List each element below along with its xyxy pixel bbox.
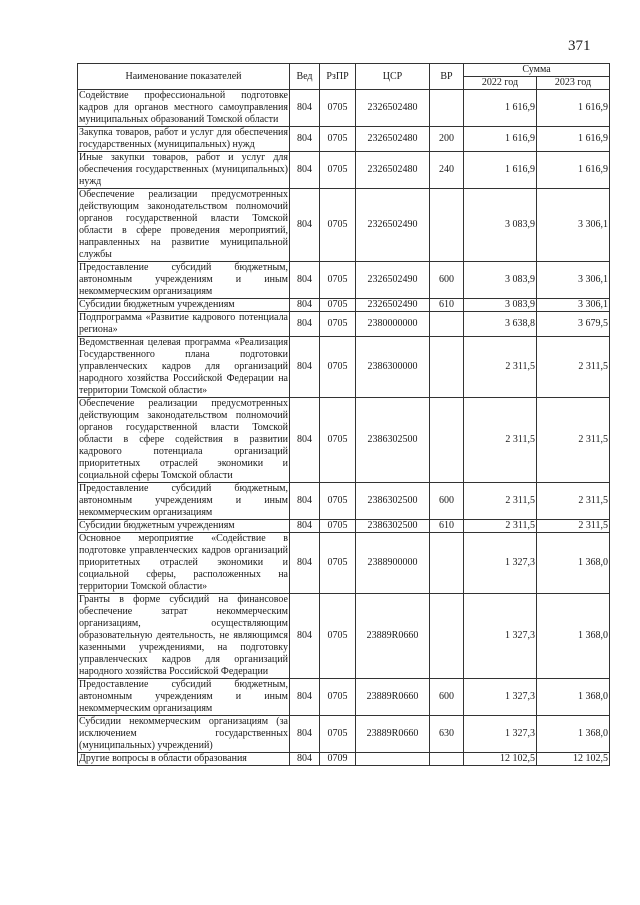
row-rzpr-cell: 0705 — [320, 483, 356, 520]
table-row — [78, 299, 610, 312]
table-row — [78, 152, 610, 189]
row-rzpr-cell: 0709 — [320, 753, 356, 766]
row-sum-2023-cell: 3 306,1 — [537, 299, 610, 312]
row-ved-cell: 804 — [290, 127, 320, 152]
row-rzpr-cell: 0705 — [320, 152, 356, 189]
row-rzpr-cell: 0705 — [320, 90, 356, 127]
row-ved-cell: 804 — [290, 312, 320, 337]
table-row — [78, 262, 610, 299]
row-csr-cell — [356, 753, 430, 766]
row-csr-cell: 2326502490 — [356, 262, 430, 299]
row-sum-2022-cell: 3 638,8 — [464, 312, 537, 337]
row-csr-cell: 2326502480 — [356, 127, 430, 152]
row-vr-cell: 200 — [430, 127, 464, 152]
row-name-cell: Подпрограмма «Развитие кадрового потенциала региона» — [79, 312, 288, 335]
table-row — [78, 716, 610, 753]
row-csr-cell: 23889R0660 — [356, 679, 430, 716]
row-ved-cell: 804 — [290, 753, 320, 766]
row-rzpr-cell: 0705 — [320, 533, 356, 594]
row-csr-cell: 2386302500 — [356, 398, 430, 483]
row-vr-cell: 600 — [430, 262, 464, 299]
row-sum-2022-cell: 3 083,9 — [464, 262, 537, 299]
row-vr-cell: 610 — [430, 520, 464, 533]
row-vr-cell: 600 — [430, 679, 464, 716]
table-row — [78, 127, 610, 152]
row-vr-cell: 240 — [430, 152, 464, 189]
row-sum-2022-cell: 1 616,9 — [464, 127, 537, 152]
row-vr-cell: 610 — [430, 299, 464, 312]
row-sum-2023-cell: 1 616,9 — [537, 152, 610, 189]
row-sum-2023-cell: 3 306,1 — [537, 262, 610, 299]
row-ved-cell: 804 — [290, 520, 320, 533]
table-row — [78, 337, 610, 398]
row-csr-cell: 2326502480 — [356, 90, 430, 127]
table-row — [78, 312, 610, 337]
row-vr-cell — [430, 312, 464, 337]
row-sum-2023-cell: 1 368,0 — [537, 594, 610, 679]
row-sum-2022-cell: 2 311,5 — [464, 483, 537, 520]
table-row — [78, 679, 610, 716]
row-name-cell: Гранты в форме субсидий на финансовое обеспечение затрат некоммерческим организациям, осуществляющим образовательную деятельность, не являющимся казенными учреждениями, на подготовку управленческих кадров для организаций народного хозяйства Российской Федерации — [79, 594, 288, 677]
row-sum-2022-cell: 12 102,5 — [464, 753, 537, 766]
row-sum-2023-cell: 1 616,9 — [537, 127, 610, 152]
row-csr-cell: 2326502480 — [356, 152, 430, 189]
table-row — [78, 90, 610, 127]
row-ved-cell: 804 — [290, 398, 320, 483]
row-sum-2023-cell: 1 368,0 — [537, 679, 610, 716]
row-ved-cell: 804 — [290, 483, 320, 520]
table-row — [78, 533, 610, 594]
header-vr: ВР — [430, 64, 464, 90]
row-rzpr-cell: 0705 — [320, 189, 356, 262]
row-name-cell: Предоставление субсидий бюджетным, автономным учреждениям и иным некоммерческим организациям — [79, 262, 288, 297]
row-sum-2023-cell: 1 616,9 — [537, 90, 610, 127]
row-csr-cell: 23889R0660 — [356, 716, 430, 753]
row-vr-cell — [430, 398, 464, 483]
row-sum-2022-cell: 1 327,3 — [464, 533, 537, 594]
row-ved-cell: 804 — [290, 299, 320, 312]
row-csr-cell: 2380000000 — [356, 312, 430, 337]
row-vr-cell: 630 — [430, 716, 464, 753]
row-name-cell: Основное мероприятие «Содействие в подготовке управленческих кадров организаций приоритетных отраслей экономики и социальной сферы, расположенных на территории Томской области» — [79, 533, 288, 592]
row-csr-cell: 2326502490 — [356, 299, 430, 312]
row-sum-2023-cell: 2 311,5 — [537, 520, 610, 533]
row-name-cell: Субсидии бюджетным учреждениям — [78, 520, 290, 533]
row-csr-cell: 2386300000 — [356, 337, 430, 398]
row-ved-cell: 804 — [290, 337, 320, 398]
row-name-cell: Содействие профессиональной подготовке кадров для органов местного самоуправления муниципальных образований Томской области — [79, 90, 288, 125]
row-csr-cell: 23889R0660 — [356, 594, 430, 679]
row-name-cell: Другие вопросы в области образования — [78, 753, 290, 766]
row-vr-cell — [430, 90, 464, 127]
table-row — [78, 189, 610, 262]
table-row — [78, 753, 610, 766]
row-vr-cell — [430, 753, 464, 766]
header-sum: Сумма — [464, 64, 610, 77]
row-rzpr-cell: 0705 — [320, 398, 356, 483]
row-name-cell: Ведомственная целевая программа «Реализация Государственного плана подготовки управленческих кадров для организаций народного хозяйства Российской Федерации на территории Томской области» — [79, 337, 288, 396]
row-vr-cell: 600 — [430, 483, 464, 520]
row-vr-cell — [430, 337, 464, 398]
row-ved-cell: 804 — [290, 189, 320, 262]
row-sum-2022-cell: 1 616,9 — [464, 90, 537, 127]
row-vr-cell — [430, 189, 464, 262]
row-ved-cell: 804 — [290, 262, 320, 299]
row-vr-cell — [430, 533, 464, 594]
row-csr-cell: 2388900000 — [356, 533, 430, 594]
row-ved-cell: 804 — [290, 533, 320, 594]
row-ved-cell: 804 — [290, 679, 320, 716]
row-ved-cell: 804 — [290, 152, 320, 189]
row-csr-cell: 2386302500 — [356, 520, 430, 533]
row-csr-cell: 2386302500 — [356, 483, 430, 520]
header-csr: ЦСР — [356, 64, 430, 90]
row-rzpr-cell: 0705 — [320, 679, 356, 716]
row-ved-cell: 804 — [290, 90, 320, 127]
row-sum-2023-cell: 1 368,0 — [537, 716, 610, 753]
row-name-cell: Предоставление субсидий бюджетным, автономным учреждениям и иным некоммерческим организациям — [79, 679, 288, 714]
row-sum-2023-cell: 12 102,5 — [537, 753, 610, 766]
table-header — [78, 64, 610, 90]
row-sum-2023-cell: 2 311,5 — [537, 398, 610, 483]
header-name: Наименование показателей — [78, 64, 290, 90]
row-sum-2022-cell: 1 327,3 — [464, 594, 537, 679]
row-name-cell: Субсидии бюджетным учреждениям — [78, 299, 290, 312]
row-name-cell: Закупка товаров, работ и услуг для обеспечения государственных (муниципальных) нужд — [79, 127, 288, 150]
row-rzpr-cell: 0705 — [320, 520, 356, 533]
row-name-cell: Обеспечение реализации предусмотренных действующим законодательством полномочий органов государственной власти Томской области в сфере содействия в развитии кадрового потенциала организаций приоритетных отраслей экономики и социальной сферы Томской области — [79, 398, 288, 481]
row-sum-2022-cell: 1 327,3 — [464, 679, 537, 716]
table-body — [78, 90, 610, 766]
row-rzpr-cell: 0705 — [320, 312, 356, 337]
header-ved: Вед — [290, 64, 320, 90]
row-rzpr-cell: 0705 — [320, 594, 356, 679]
row-ved-cell: 804 — [290, 594, 320, 679]
table-row — [78, 520, 610, 533]
row-name-cell: Обеспечение реализации предусмотренных действующим законодательством полномочий органов государственной власти Томской области в сфере проведения мероприятий, направленных на развитие муниципальной службы — [79, 189, 288, 260]
page-number: 371 — [568, 38, 591, 54]
row-rzpr-cell: 0705 — [320, 299, 356, 312]
row-sum-2022-cell: 1 616,9 — [464, 152, 537, 189]
row-rzpr-cell: 0705 — [320, 262, 356, 299]
row-name-cell: Субсидии некоммерческим организациям (за исключением государственных (муниципальных) учреждений) — [79, 716, 288, 751]
table-row — [78, 398, 610, 483]
row-sum-2022-cell: 3 083,9 — [464, 189, 537, 262]
row-sum-2022-cell: 2 311,5 — [464, 398, 537, 483]
row-sum-2023-cell: 2 311,5 — [537, 483, 610, 520]
row-sum-2022-cell: 2 311,5 — [464, 337, 537, 398]
row-sum-2023-cell: 2 311,5 — [537, 337, 610, 398]
row-sum-2023-cell: 1 368,0 — [537, 533, 610, 594]
row-sum-2022-cell: 2 311,5 — [464, 520, 537, 533]
header-rzpr: РзПР — [320, 64, 356, 90]
row-name-cell: Иные закупки товаров, работ и услуг для обеспечения государственных (муниципальных) нужд — [79, 152, 288, 187]
row-name-cell: Предоставление субсидий бюджетным, автономным учреждениям и иным некоммерческим организациям — [79, 483, 288, 518]
row-vr-cell — [430, 594, 464, 679]
row-rzpr-cell: 0705 — [320, 716, 356, 753]
header-year-2023: 2023 год — [537, 77, 610, 90]
row-sum-2022-cell: 3 083,9 — [464, 299, 537, 312]
table-row — [78, 594, 610, 679]
header-year-2022: 2022 год — [464, 77, 537, 90]
budget-table — [77, 63, 610, 766]
row-sum-2022-cell: 1 327,3 — [464, 716, 537, 753]
row-csr-cell: 2326502490 — [356, 189, 430, 262]
row-sum-2023-cell: 3 306,1 — [537, 189, 610, 262]
row-sum-2023-cell: 3 679,5 — [537, 312, 610, 337]
table-row — [78, 483, 610, 520]
row-ved-cell: 804 — [290, 716, 320, 753]
row-rzpr-cell: 0705 — [320, 337, 356, 398]
row-rzpr-cell: 0705 — [320, 127, 356, 152]
